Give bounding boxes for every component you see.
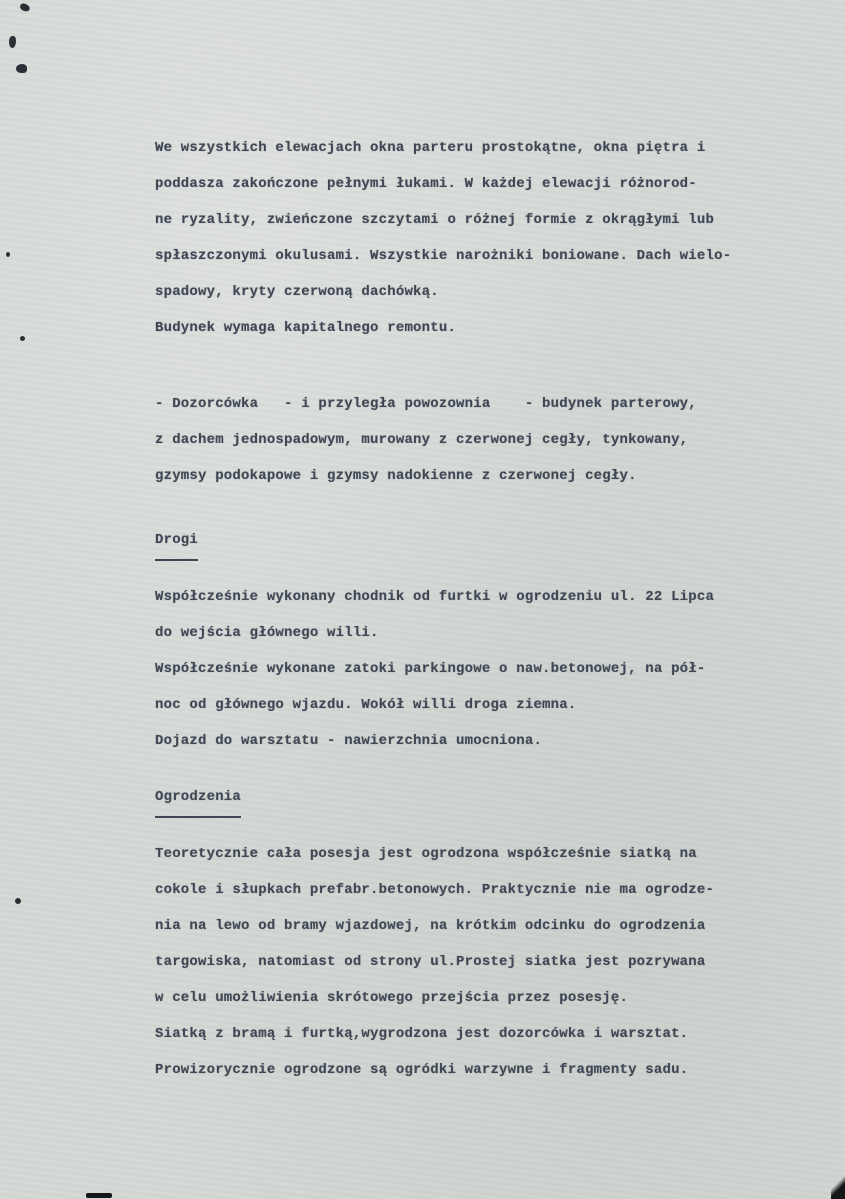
scan-artifact [831, 1173, 845, 1199]
ink-speck [6, 252, 10, 257]
section-heading-drogi [155, 522, 735, 558]
scan-artifact [86, 1193, 112, 1198]
ink-speck [20, 336, 25, 341]
ink-speck [9, 36, 16, 48]
document-body [155, 130, 735, 1088]
paragraph-elevations [155, 130, 735, 346]
text-line: nia na lewo od bramy wjazdowej, na krótkim odcinku do ogrodzenia [155, 918, 706, 934]
text-line: spłaszczonymi okulusami. Wszystkie narożniki boniowane. Dach wielo- [155, 248, 732, 264]
heading-text: Drogi [155, 522, 198, 561]
section-ogrodzenia [155, 779, 735, 1088]
text-line: gzymsy podokapowe i gzymsy nadokienne z czerwonej cegły. [155, 468, 637, 484]
text-line: targowiska, natomiast od strony ul.Prostej siatka jest pozrywana [155, 954, 706, 970]
text-line: Prowizorycznie ogrodzone są ogródki warzywne i fragmenty sadu. [155, 1062, 689, 1078]
text-line: poddasza zakończone pełnymi łukami. W każdej elewacji różnorod- [155, 176, 697, 192]
text-line: w celu umożliwienia skrótowego przejścia przez posesję. [155, 990, 629, 1006]
section-heading-ogrodzenia [155, 779, 735, 815]
text-line: Budynek wymaga kapitalnego remontu. [155, 320, 457, 336]
text-line: Siatką z bramą i furtką,wygrodzona jest dozorcówka i warsztat. [155, 1026, 689, 1042]
heading-text: Ogrodzenia [155, 779, 241, 818]
text-line: cokole i słupkach prefabr.betonowych. Praktycznie nie ma ogrodze- [155, 882, 715, 898]
text-line: z dachem jednospadowym, murowany z czerwonej cegły, tynkowany, [155, 432, 689, 448]
ink-speck [19, 3, 31, 13]
paragraph-dozorcowka [155, 386, 735, 494]
text-line: Współcześnie wykonany chodnik od furtki w ogrodzeniu ul. 22 Lipca [155, 589, 715, 605]
text-line: Współcześnie wykonane zatoki parkingowe o naw.betonowej, na pół- [155, 661, 706, 677]
ink-speck [15, 898, 21, 904]
text-line: Teoretycznie cała posesja jest ogrodzona współcześnie siatką na [155, 846, 697, 862]
section-drogi [155, 522, 735, 759]
text-line: Dojazd do warsztatu - nawierzchnia umocniona. [155, 733, 543, 749]
text-line: spadowy, kryty czerwoną dachówką. [155, 284, 439, 300]
text-line: - Dozorcówka - i przyległa powozownia - budynek parterowy, [155, 396, 697, 412]
text-line: ne ryzality, zwieńczone szczytami o różnej formie z okrągłymi lub [155, 212, 715, 228]
ink-speck [16, 64, 27, 73]
text-line: do wejścia głównego willi. [155, 625, 379, 641]
text-line: noc od głównego wjazdu. Wokół willi droga ziemna. [155, 697, 577, 713]
text-line: We wszystkich elewacjach okna parteru prostokątne, okna piętra i [155, 140, 706, 156]
